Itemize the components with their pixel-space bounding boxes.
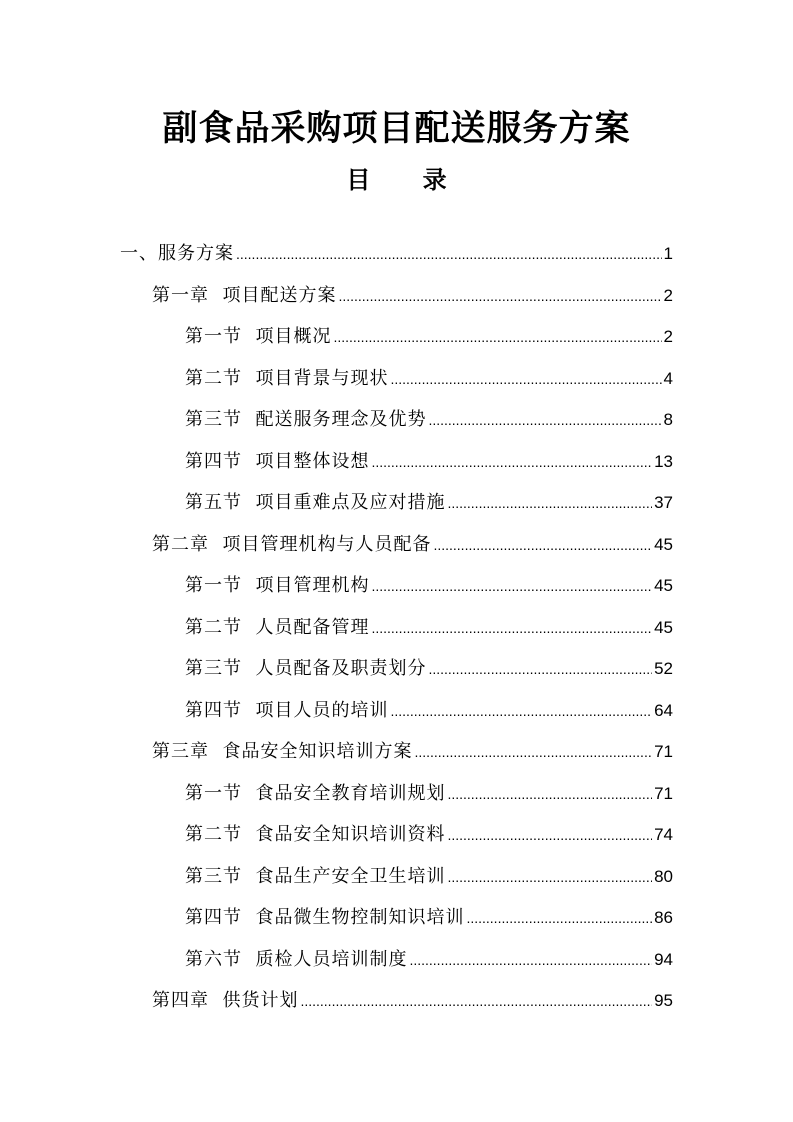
toc-page-number: 86 [654, 908, 673, 927]
toc-entry-subsection[interactable] [185, 358, 673, 400]
toc-entry-label: 第二节 人员配备管理 [185, 616, 370, 638]
toc-page-number: 45 [654, 617, 673, 637]
toc-entry-label: 第六节 质检人员培训制度 [185, 948, 408, 970]
toc-leader-dots [236, 233, 662, 275]
toc-entry-label: 第四节 项目人员的培训 [185, 699, 389, 721]
toc-leader-dots [409, 939, 652, 981]
toc-entry-label: 第四节 项目整体设想 [185, 450, 370, 472]
toc-page-number: 2 [663, 327, 673, 346]
toc-entry-label: 第三节 配送服务理念及优势 [185, 409, 427, 430]
toc-entry-subsection[interactable] [185, 399, 673, 441]
toc-leader-dots [371, 565, 652, 607]
toc-page-number: 52 [654, 659, 673, 678]
toc-entry-subsection[interactable] [185, 814, 673, 856]
toc-entry-label: 第一章 项目配送方案 [152, 284, 337, 306]
toc-page-number: 4 [663, 368, 673, 388]
toc-page-number: 2 [663, 285, 673, 305]
toc-entry-label: 第二节 项目背景与现状 [185, 367, 389, 389]
toc-entry-chapter[interactable] [152, 731, 673, 773]
toc-entry-label: 第五节 项目重难点及应对措施 [185, 492, 446, 513]
toc-entry-chapter[interactable] [152, 980, 673, 1022]
toc-page-number: 1 [663, 244, 673, 263]
toc-entry-chapter[interactable] [152, 524, 673, 566]
toc-leader-dots [414, 731, 652, 773]
toc-entry-label: 一、服务方案 [120, 243, 234, 264]
toc-entry-subsection[interactable] [185, 482, 673, 524]
toc-leader-dots [338, 275, 661, 317]
toc-entry-subsection[interactable] [185, 939, 673, 981]
toc-leader-dots [466, 897, 652, 939]
toc-page-number: 95 [654, 991, 673, 1010]
toc-entry-subsection[interactable] [185, 648, 673, 690]
toc-entry-chapter[interactable] [152, 275, 673, 317]
toc-entry-subsection[interactable] [185, 856, 673, 898]
toc-page-number: 45 [654, 534, 673, 554]
toc-entry-label: 第一节 项目管理机构 [185, 575, 370, 596]
toc-leader-dots [447, 482, 652, 524]
document-title: 副食品采购项目配送服务方案 [162, 109, 631, 149]
toc-leader-dots [371, 607, 652, 649]
toc-leader-dots [447, 773, 652, 815]
toc-leader-dots [447, 856, 652, 898]
toc-entry-label: 第四节 食品微生物控制知识培训 [185, 907, 465, 928]
toc-entry-label: 第三章 食品安全知识培训方案 [152, 741, 413, 762]
toc-entry-label: 第二章 项目管理机构与人员配备 [152, 533, 432, 555]
toc-entry-label: 第一节 食品安全教育培训规划 [185, 782, 446, 804]
toc-entry-subsection[interactable] [185, 607, 673, 649]
toc-leader-dots [447, 814, 652, 856]
toc-leader-dots [428, 399, 661, 441]
toc-leader-dots [433, 524, 652, 566]
toc-heading: 目 录 [346, 166, 469, 194]
toc-entry-label: 第二节 食品安全知识培训资料 [185, 824, 446, 845]
toc-leader-dots [390, 358, 661, 400]
toc-page-number: 45 [654, 576, 673, 595]
toc-page-number: 8 [663, 410, 673, 429]
toc-page-number: 71 [654, 742, 673, 761]
toc-leader-dots [371, 441, 652, 483]
toc-entry-subsection[interactable] [185, 773, 673, 815]
toc-leader-dots [390, 690, 652, 732]
toc-page-number: 80 [654, 866, 673, 886]
toc-entry-label: 第三节 食品生产安全卫生培训 [185, 865, 446, 887]
toc-entry-subsection[interactable] [185, 897, 673, 939]
toc-page-number: 71 [654, 783, 673, 803]
toc-entry-subsection[interactable] [185, 441, 673, 483]
toc-page-number: 94 [654, 949, 673, 969]
toc-entry-label: 第一节 项目概况 [185, 326, 332, 347]
toc-entry-section[interactable] [120, 233, 673, 275]
toc-leader-dots [428, 648, 652, 690]
toc-page-number: 64 [654, 700, 673, 720]
toc-leader-dots [300, 980, 652, 1022]
toc-entry-label: 第四章 供货计划 [152, 990, 299, 1011]
toc-entry-subsection[interactable] [185, 316, 673, 358]
toc-page-number: 13 [654, 451, 673, 471]
toc-page-number: 37 [654, 493, 673, 512]
toc-leader-dots [333, 316, 661, 358]
toc-page-number: 74 [654, 825, 673, 844]
toc-entry-subsection[interactable] [185, 690, 673, 732]
toc-entry-label: 第三节 人员配备及职责划分 [185, 658, 427, 679]
toc-entry-subsection[interactable] [185, 565, 673, 607]
